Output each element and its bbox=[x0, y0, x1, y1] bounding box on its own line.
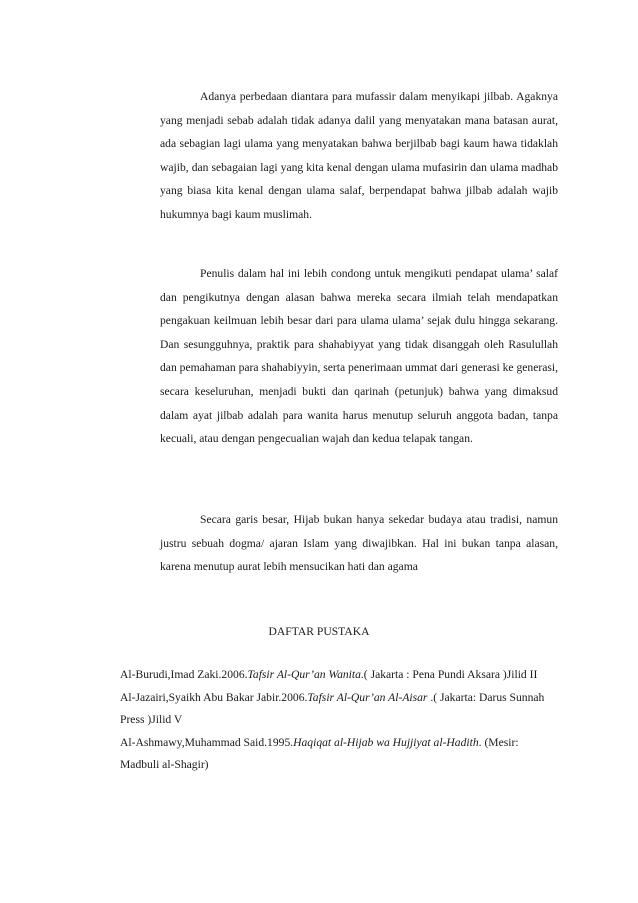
bib-entry-author-year: Al-Ashmawy,Muhammad Said.1995. bbox=[120, 735, 294, 749]
bibliography-list bbox=[120, 664, 558, 777]
bib-entry-publisher: .( Jakarta: Darus Sunnah Press )Jilid V bbox=[120, 690, 545, 727]
bibliography-heading: DAFTAR PUSTAKA bbox=[268, 625, 370, 638]
bib-entry-author-year: Al-Jazairi,Syaikh Abu Bakar Jabir.2006. bbox=[120, 690, 308, 704]
bib-entry-title: Haqiqat al-Hijab wa Hujjiyat al-Hadith bbox=[293, 735, 479, 749]
bibliography-entry-3 bbox=[120, 732, 558, 777]
bibliography-entry-1 bbox=[120, 664, 558, 687]
bibliography-entry-2 bbox=[120, 687, 558, 732]
bib-entry-title: Tafsir Al-Qur’an Wanita bbox=[247, 668, 361, 681]
paragraph-1: Adanya perbedaan diantara para mufassir dalam menyikapi jilbab. Agaknya yang menjadi sebab adalah tidak adanya dalil yang menyatakan mana batasan aurat, ada sebagian lagi ulama yang menyatakan bahwa berjilbab bagi kaum hawa tidaklah wajib, dan sebagaian lagi yang kita kenal dengan ulama mufasirin dan ulama madhab yang biasa kita kenal dengan ulama salaf, berpendapat bahwa jilbab adalah wajib hukumnya bagi kaum muslimah. bbox=[160, 90, 558, 221]
paragraph-3: Secara garis besar, Hijab bukan hanya sekedar budaya atau tradisi, namun justru sebuah dogma/ ajaran Islam yang diwajibkan. Hal ini bukan tanpa alasan, karena menutup aurat lebih mensucikan hati dan agama bbox=[160, 513, 558, 574]
bib-entry-publisher: . (Mesir: Madbuli al-Shagir) bbox=[120, 735, 519, 772]
paragraph-2: Penulis dalam hal ini lebih condong untuk mengikuti pendapat ulama’ salaf dan pengikutnya dengan alasan bahwa mereka secara ilmiah telah mendapatkan pengakuan keilmuan lebih besar dari para ulama ulama’ sejak dulu hingga sekarang. Dan sesungguhnya, praktik para shahabiyyat yang tidak disanggah oleh Rasulullah dan pemahaman para shahabiyyin, serta penerimaan ummat dari generasi ke generasi, secara keseluruhan, menjadi bukti dan qarinah (petunjuk) bahwa yang dimaksud dalam ayat jilbab adalah para wanita harus menutup seluruh anggota badan, tanpa kecuali, atau dengan pengecualian wajah dan kedua telapak tangan. bbox=[160, 267, 558, 446]
bib-entry-title: Tafsir Al-Qur’an Al-Aisar bbox=[307, 690, 428, 704]
bib-entry-publisher: .( Jakarta : Pena Pundi Aksara )Jilid II bbox=[360, 668, 538, 681]
bib-entry-author-year: Al-Burudi,Imad Zaki.2006. bbox=[120, 668, 248, 681]
